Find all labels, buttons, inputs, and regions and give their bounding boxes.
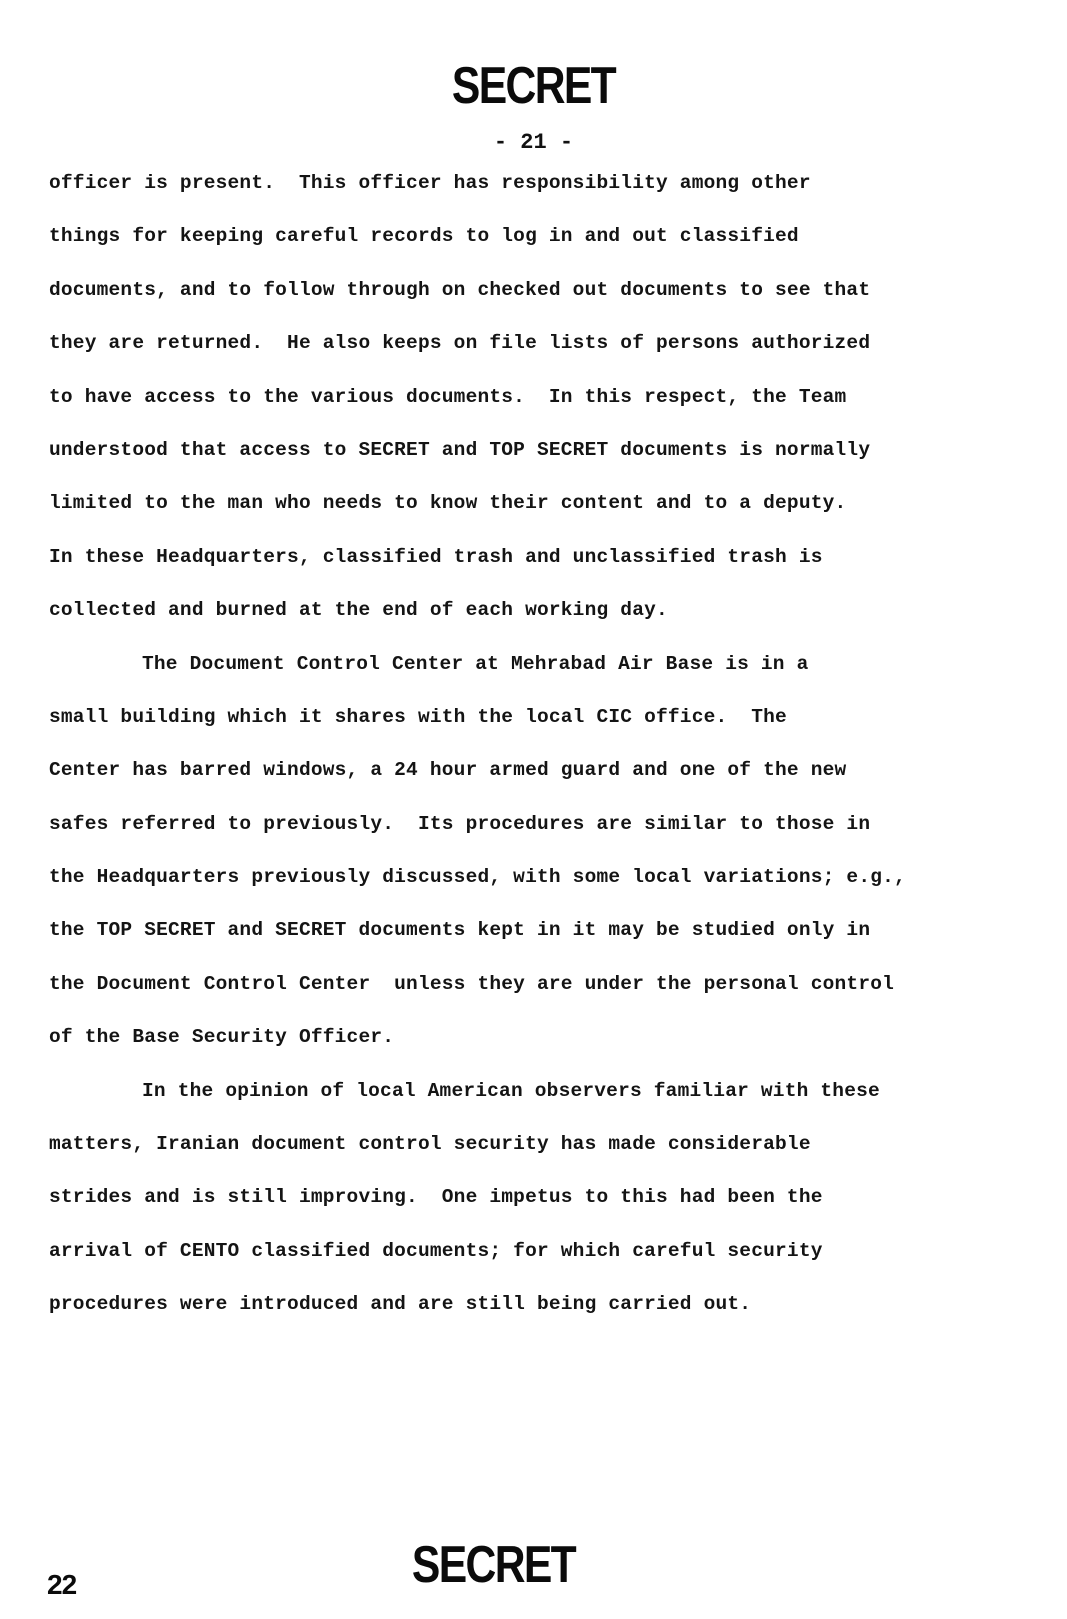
text-line: safes referred to previously. Its procedures are similar to those in — [49, 812, 871, 835]
text-line: the Headquarters previously discussed, with some local variations; e.g., — [49, 866, 906, 889]
text-line: officer is present. This officer has responsibility among other — [49, 172, 811, 194]
text-line: the Document Control Center unless they are under the personal control — [49, 972, 895, 995]
text-line: things for keeping careful records to log in and out classified — [49, 225, 799, 248]
text-line: The Document Control Center at Mehrabad Air Base is in a — [142, 652, 809, 675]
text-line: limited to the man who needs to know their content and to a deputy. — [49, 492, 847, 515]
text-line: understood that access to SECRET and TOP SECRET documents is normally — [49, 438, 871, 461]
text-line: Center has barred windows, a 24 hour armed guard and one of the new — [49, 759, 847, 782]
text-line: the TOP SECRET and SECRET documents kept in it may be studied only in — [49, 919, 871, 942]
page-number-footer: 22 — [47, 1569, 77, 1600]
paragraph-3 — [49, 1065, 1039, 1332]
text-line: In the opinion of local American observers familiar with these — [142, 1079, 880, 1102]
page-number-header: - 21 - — [493, 130, 574, 155]
text-line: arrival of CENTO classified documents; for which careful security — [49, 1239, 823, 1262]
classification-marking-top: SECRET — [451, 57, 616, 115]
text-line: small building which it shares with the local CIC office. The — [49, 705, 787, 728]
text-line: strides and is still improving. One impetus to this had been the — [49, 1186, 823, 1209]
text-line: documents, and to follow through on checked out documents to see that — [49, 278, 871, 301]
text-line: to have access to the various documents. In this respect, the Team — [49, 385, 847, 408]
paragraph-1 — [49, 157, 1039, 638]
text-line: collected and burned at the end of each working day. — [49, 599, 668, 622]
classification-marking-bottom: SECRET — [411, 1536, 576, 1594]
text-line: of the Base Security Officer. — [49, 1026, 395, 1049]
document-body — [49, 157, 1039, 1332]
text-line: they are returned. He also keeps on file lists of persons authorized — [49, 332, 871, 355]
paragraph-2 — [49, 638, 1039, 1065]
text-line: procedures were introduced and are still being carried out. — [49, 1293, 752, 1316]
text-line: matters, Iranian document control security has made considerable — [49, 1133, 811, 1156]
text-line: In these Headquarters, classified trash and unclassified trash is — [49, 545, 823, 568]
